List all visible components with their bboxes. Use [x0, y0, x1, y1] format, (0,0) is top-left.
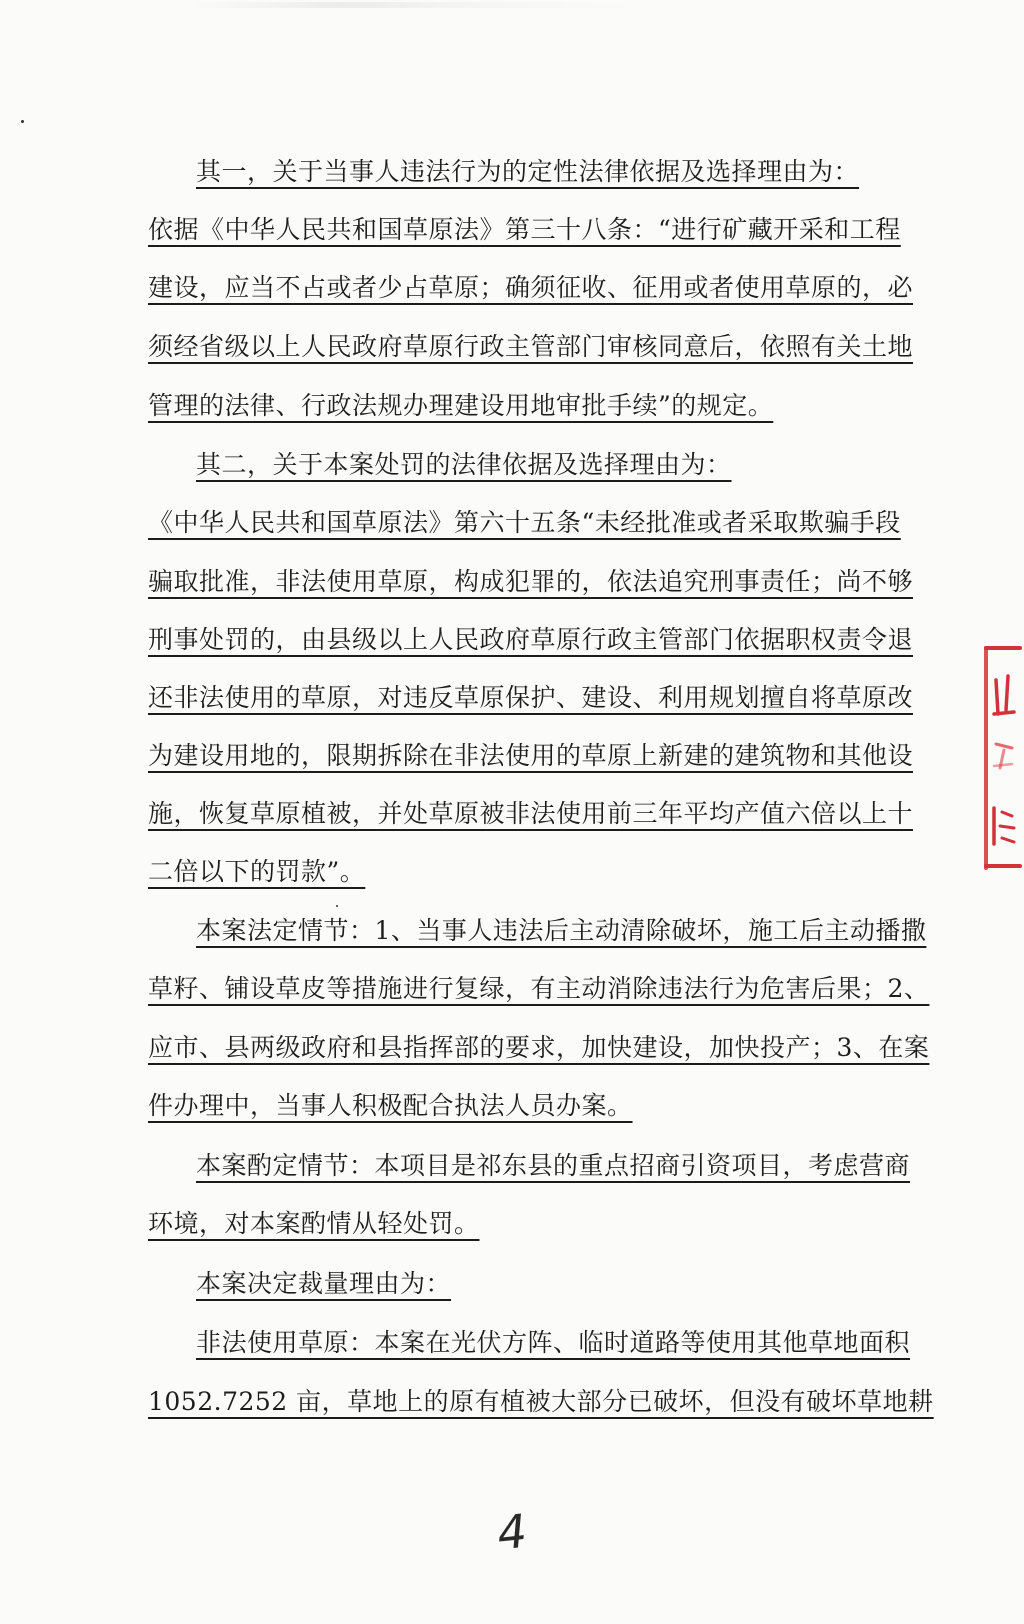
- text-line: 草籽、铺设草皮等措施进行复绿，有主动消除违法行为危害后果；2、: [148, 974, 930, 1003]
- text-line: 本案法定情节：1、当事人违法后主动清除破坏，施工后主动播撒: [196, 916, 927, 945]
- text-line: 二倍以下的罚款”。: [148, 857, 366, 886]
- text-line: 还非法使用的草原，对违反草原保护、建设、利用规划擅自将草原改: [148, 683, 914, 712]
- text-line: 应市、县两级政府和县指挥部的要求，加快建设，加快投产；3、在案: [148, 1033, 930, 1062]
- text-line: 非法使用草原：本案在光伏方阵、临时道路等使用其他草地面积: [196, 1328, 911, 1357]
- text-line: 1052.7252 亩，草地上的原有植被大部分已破坏，但没有破坏草地耕: [148, 1387, 934, 1416]
- text-line: 为建设用地的，限期拆除在非法使用的草原上新建的建筑物和其他设: [148, 741, 914, 770]
- text-line: 管理的法律、行政法规办理建设用地审批手续”的规定。: [148, 391, 774, 420]
- text-line: 刑事处罚的，由县级以上人民政府草原行政主管部门依据职权责令退: [148, 625, 914, 654]
- text-line: 环境，对本案酌情从轻处罚。: [148, 1209, 480, 1238]
- text-line: 依据《中华人民共和国草原法》第三十八条：“进行矿藏开采和工程: [148, 215, 901, 244]
- text-line: 《中华人民共和国草原法》第六十五条“未经批准或者采取欺骗手段: [148, 508, 901, 537]
- text-line: 须经省级以上人民政府草原行政主管部门审核同意后，依照有关土地: [148, 332, 914, 361]
- text-line: 施，恢复草原植被，并处草原被非法使用前三年平均产值六倍以上十: [148, 799, 914, 828]
- text-line: 本案决定裁量理由为：: [196, 1269, 452, 1298]
- text-line: 其一，关于当事人违法行为的定性法律依据及选择理由为：: [196, 157, 860, 186]
- text-line: 件办理中，当事人积极配合执法人员办案。: [148, 1091, 633, 1120]
- text-line: 骗取批准，非法使用草原，构成犯罪的，依法追究刑事责任；尚不够: [148, 567, 914, 596]
- text-line: 本案酌定情节：本项目是祁东县的重点招商引资项目，考虑营商: [196, 1151, 911, 1180]
- text-line: 建设，应当不占或者少占草原；确须征收、征用或者使用草原的，必: [148, 273, 914, 302]
- page-number: 4: [494, 1503, 530, 1561]
- seal-stamp-fragment: [972, 640, 1024, 872]
- text-line: 其二，关于本案处罚的法律依据及选择理由为：: [196, 450, 732, 479]
